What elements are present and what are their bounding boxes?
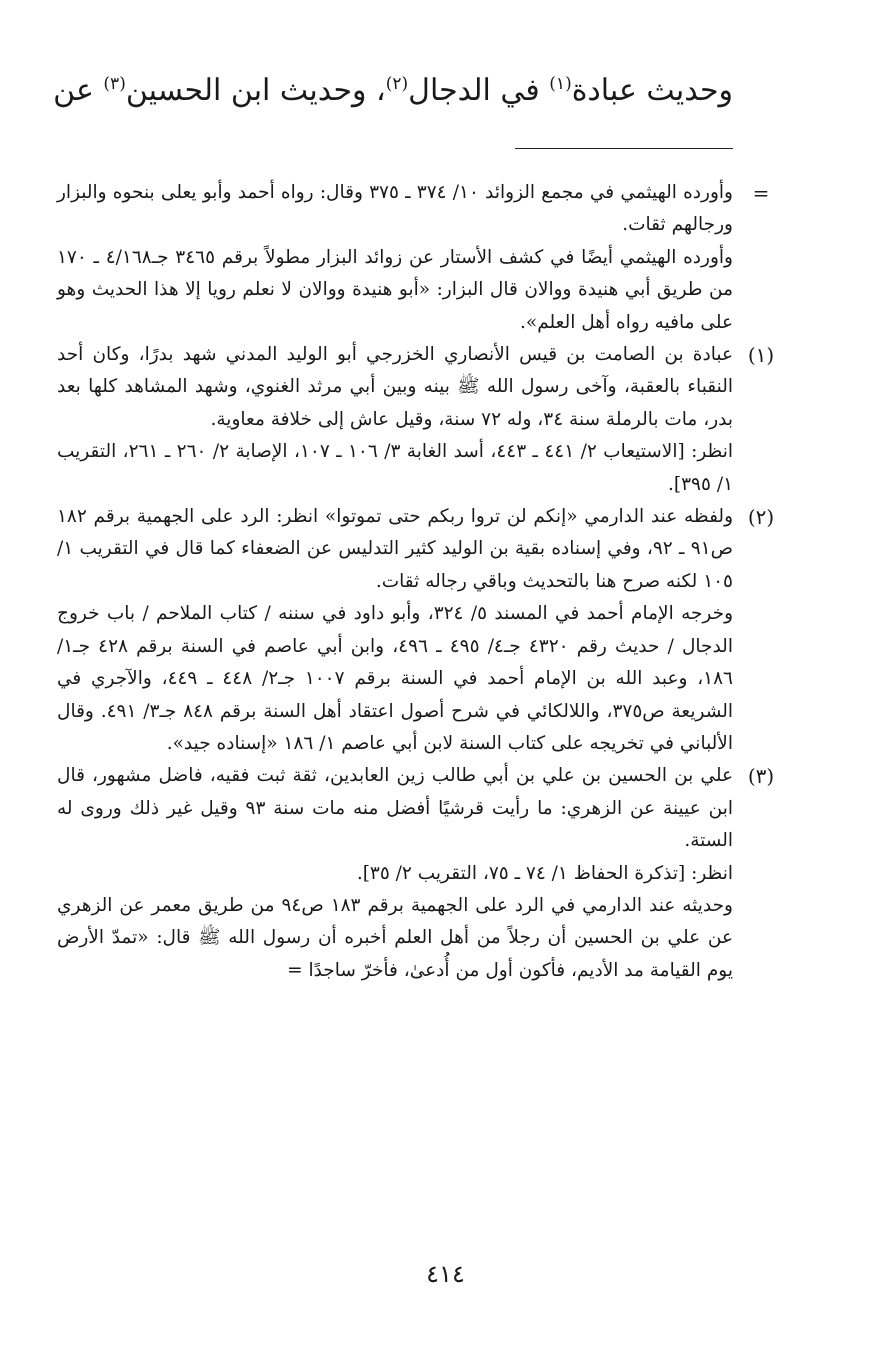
footnote-continuation	[57, 177, 770, 339]
footnotes	[57, 177, 775, 987]
heading-text: عن	[53, 73, 104, 108]
footnote-paragraph: وأورده الهيثمي في مجمع الزوائد ١٠/ ٣٧٤ ـ ٣٧٥ وقال: رواه أحمد وأبو يعلى بنحوه والبزار ورجالهم ثقات.	[57, 182, 733, 236]
footnote-number: (٣)	[747, 764, 775, 789]
footnote-1	[57, 339, 775, 501]
continuation-marker: =	[752, 181, 770, 205]
footnote-paragraph: انظر: [تذكرة الحفاظ ١/ ٧٤ ـ ٧٥، التقريب ٢/ ٣٥].	[356, 862, 733, 884]
footnote-paragraph: وأورده الهيثمي أيضًا في كشف الأستار عن زوائد البزار مطولاً برقم ٣٤٦٥ جـ٤/١٦٨ ـ ١٧٠ من طريق أبي هنيدة ووالان قال البزار: «أبو هنيدة ووالان لا نعلم رويا إلا هذا الحديث وهو على مافيه رواه أهل العلم».	[57, 246, 733, 333]
footnote-ref-2: (٢)	[385, 74, 409, 94]
footnote-paragraph: عبادة بن الصامت بن قيس الأنصاري الخزرجي أبو الوليد المدني شهد بدرًا، وكان أحد النقباء بالعقبة، وآخى رسول الله ﷺ بينه وبين أبي مرثد الغنوي، وشهد المشاهد كلها بعد بدر، مات بالرملة سنة ٣٤، وله ٧٢ سنة، وقيل عاش إلى خلافة معاوية.	[57, 344, 733, 430]
footnote-paragraph: وخرجه الإمام أحمد في المسند ٥/ ٣٢٤، وأبو داود في سننه / كتاب الملاحم / باب خروج الدجال / حديث رقم ٤٣٢٠ جـ٤/ ٤٩٥ ـ ٤٩٦، وابن أبي عاصم في السنة برقم ٤٢٨ جـ١/ ١٨٦، وعبد الله بن الإمام أحمد في السنة برقم ١٠٠٧ جـ٢/ ٤٤٨ ـ ٤٤٩، والآجري في الشريعة ص٣٧٥، واللالكائي في شرح أصول اعتقاد أهل السنة برقم ٨٤٨ جـ٣/ ٤٩١. وقال الألباني في تخريجه على كتاب السنة لابن أبي عاصم ١/ ١٨٦ «إسناده جيد».	[57, 603, 734, 754]
footnote-number: (١)	[747, 343, 775, 368]
heading-text: ، وحديث ابن الحسين	[125, 73, 386, 108]
main-text-line	[53, 70, 733, 112]
heading-text: في الدجال	[408, 73, 550, 108]
footnote-paragraph: انظر: [الاستيعاب ٢/ ٤٤١ ـ ٤٤٣، أسد الغابة ٣/ ١٠٦ ـ ١٠٧، الإصابة ٢/ ٢٦٠ ـ ٢٦١، التقريب ١/ ٣٩٥].	[57, 441, 734, 495]
footnote-separator	[515, 148, 733, 149]
footnote-paragraph: ولفظه عند الدارمي «إنكم لن تروا ربكم حتى تموتوا» انظر: الرد على الجهمية برقم ١٨٢ ص٩١ ـ ٩٢، وفي إسناده بقية بن الوليد كثير التدليس عن الضعفاء كما قال في التقريب ١/ ١٠٥ لكنه صرح هنا بالتحديث وباقي رجاله ثقات.	[57, 506, 733, 592]
footnote-ref-1: (١)	[549, 74, 572, 94]
footnote-number: (٢)	[747, 505, 775, 530]
footnote-ref-3: (٣)	[103, 74, 126, 94]
footnote-paragraph: علي بن الحسين بن علي بن أبي طالب زين العابدين، ثقة ثبت فقيه، فاضل مشهور، قال ابن عيينة عن الزهري: ما رأيت قرشيًا أفضل منه مات سنة ٩٣ وقيل غير ذلك وروى له الستة.	[57, 765, 733, 852]
heading-text: وحديث عبادة	[571, 73, 733, 108]
footnote-3	[57, 760, 775, 987]
footnote-paragraph: وحديثه عند الدارمي في الرد على الجهمية برقم ١٨٣ ص٩٤ من طريق معمر عن الزهري عن علي بن الحسين أن رجلاً من أهل العلم أخبره أن رسول الله ﷺ قال: «تمدّ الأرض يوم القيامة مد الأديم، فأكون أول من أُدعىٰ، فأخرّ ساجدًا =	[57, 894, 733, 981]
footnote-2	[57, 501, 775, 760]
page-number: ٤١٤	[426, 1260, 465, 1288]
